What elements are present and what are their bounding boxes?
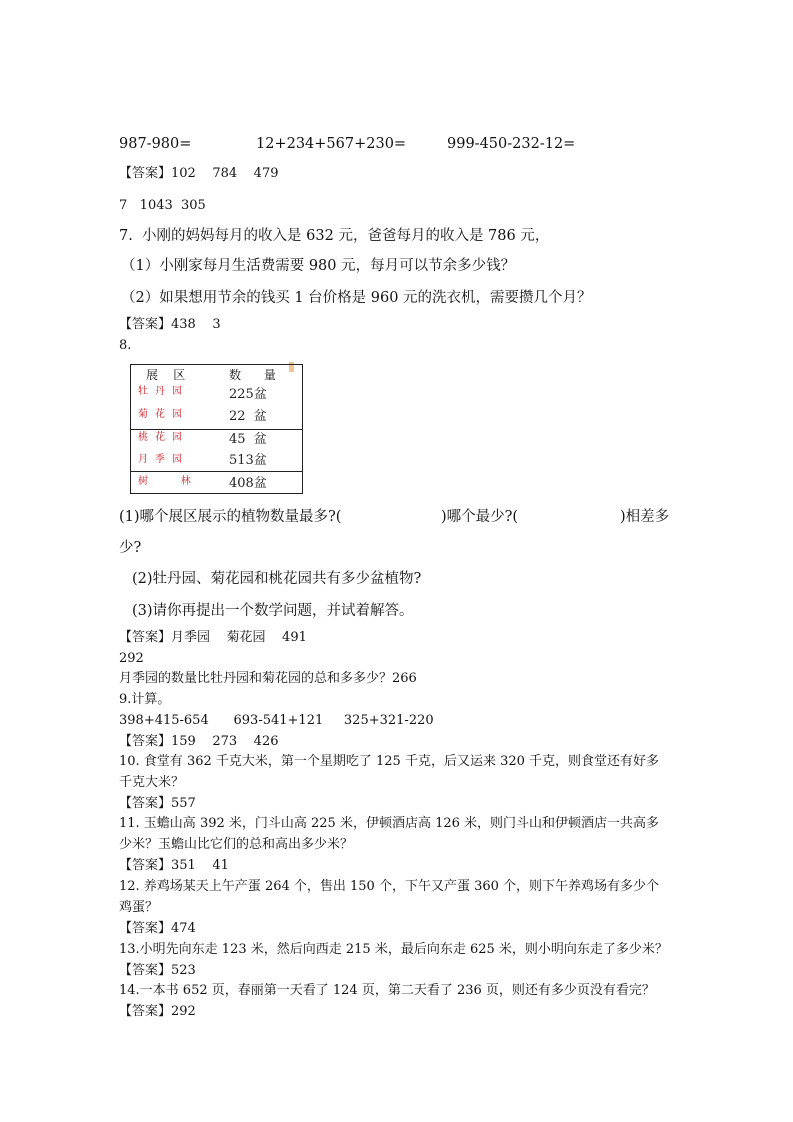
answer-line: 【答案】351 41 — [119, 858, 229, 873]
question-13: 13.小明先向东走 123 米，然后向西走 215 米，最后向东走 625 米，则小明向东走了多少米？ — [119, 942, 668, 957]
answer-line: 【答案】102 784 479 — [119, 166, 279, 181]
table-cell-area: 桃花园 — [138, 432, 189, 443]
question-8-part-1-mid: )哪个最少?( — [441, 509, 519, 525]
question-7-part-1: （1）小刚家每月生活费需要 980 元，每月可以节余多少钱？ — [121, 258, 516, 274]
question-10: 10. 食堂有 362 千克大米，第一个星期吃了 125 千克，后又运来 320 千克，则食堂还有好多 — [119, 754, 660, 769]
table-divider — [131, 429, 302, 430]
question-10-wrap: 千克大米？ — [119, 775, 185, 790]
table-divider — [131, 471, 302, 472]
exhibition-table — [130, 364, 303, 494]
answer-line: 【答案】月季园 菊花园 491 — [119, 630, 307, 645]
question-9-expressions: 398+415-654 693-541+121 325+321-220 — [119, 713, 434, 728]
answer-line: 【答案】292 — [119, 1004, 196, 1019]
question-8-part-1-end: )相差多 — [620, 509, 670, 525]
question-14: 14.一本书 652 页，春丽第一天看了 124 页，第二天看了 236 页，则还有多少页没有看完？ — [119, 983, 655, 998]
table-cell-quantity: 45 盆 — [229, 432, 267, 447]
question-8-part-1: (1)哪个展区展示的植物数量最多?( — [119, 509, 342, 525]
question-11: 11. 玉蟾山高 392 米，门斗山高 225 米，伊顿酒店高 126 米，则门斗山和伊顿酒店一共高多 — [119, 816, 660, 831]
answer-line: 【答案】557 — [119, 796, 196, 811]
answer-line: 【答案】523 — [119, 963, 196, 978]
table-cell-quantity: 408盆 — [229, 476, 267, 491]
table-cell-area: 月季园 — [138, 454, 189, 465]
table-header-quantity: 数 量 — [229, 368, 276, 382]
question-8-part-2: (2)牡丹园、菊花园和桃花园共有多少盆植物? — [132, 571, 422, 587]
calc-expr-1: 987-980= — [119, 136, 192, 152]
question-7-part-2: （2）如果想用节余的钱买 1 台价格是 960 元的洗衣机，需要攒几个月？ — [121, 290, 592, 306]
answer-continuation: 292 — [119, 651, 144, 666]
table-cell-quantity: 22 盆 — [229, 409, 267, 424]
calc-expr-2: 12+234+567+230= — [256, 136, 407, 152]
calc-expr-3: 999-450-232-12= — [447, 136, 576, 152]
question-7: 7. 小刚的妈妈每月的收入是 632 元，爸爸每月的收入是 786 元， — [119, 228, 550, 244]
table-cell-area: 牡丹园 — [138, 386, 189, 397]
table-cell-area: 树 林 — [138, 476, 195, 487]
table-cell-quantity: 225盆 — [229, 387, 267, 402]
question-12: 12. 养鸡场某天上午产蛋 264 个，售出 150 个，下午又产蛋 360 个，则下午养鸡场有多少个 — [119, 879, 660, 894]
table-header-area: 展 区 — [146, 368, 186, 382]
table-cell-quantity: 513盆 — [229, 453, 267, 468]
answer-line: 【答案】159 273 426 — [119, 734, 279, 749]
question-8-part-1-wrap: 少? — [119, 540, 142, 556]
answer-line: 【答案】474 — [119, 921, 196, 936]
answer-continuation: 月季园的数量比牡丹园和菊花园的总和多多少？266 — [119, 671, 417, 686]
question-12-wrap: 鸡蛋？ — [119, 900, 159, 915]
question-8-part-3: (3)请你再提出一个数学问题，并试着解答。 — [132, 603, 414, 619]
answer-continuation: 7 1043 305 — [119, 198, 206, 213]
question-11-wrap: 少米？玉蟾山比它们的总和高出多少米？ — [119, 837, 354, 852]
table-cell-area: 菊花园 — [138, 409, 189, 420]
question-8-number: 8. — [119, 338, 132, 353]
answer-line: 【答案】438 3 — [119, 317, 221, 332]
question-9: 9.计算。 — [119, 692, 171, 707]
